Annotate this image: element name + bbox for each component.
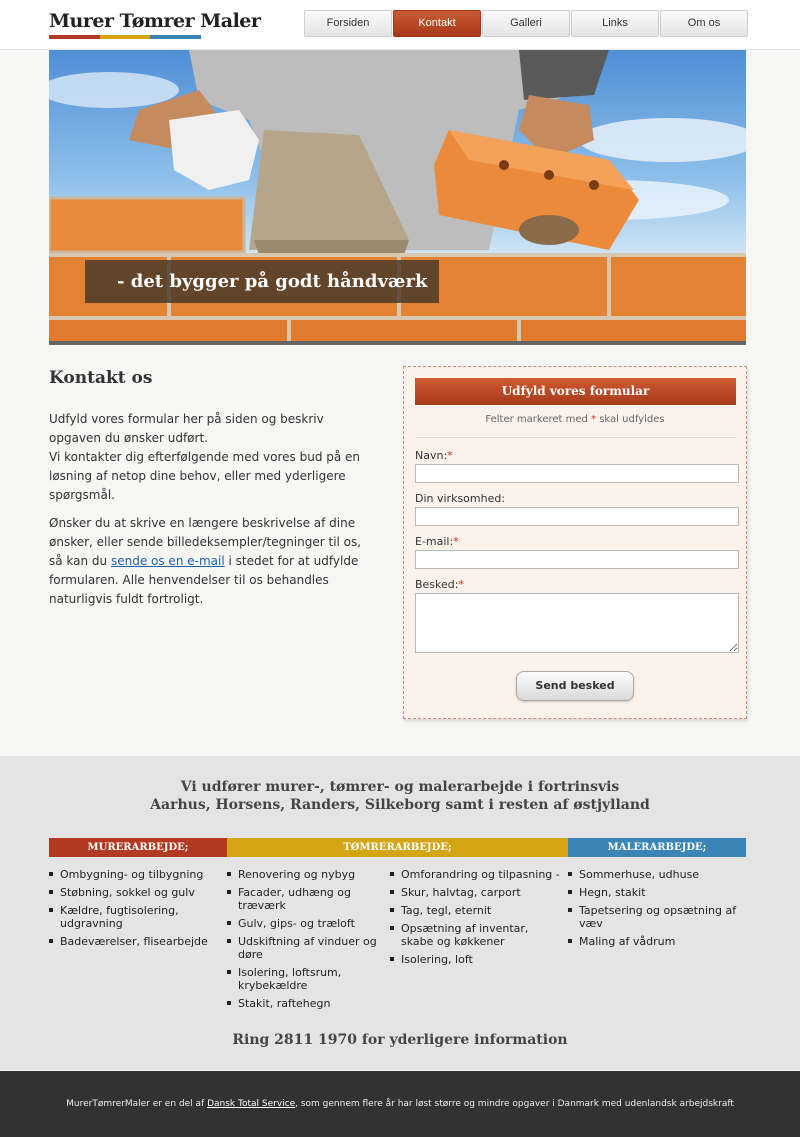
hero-banner	[49, 50, 746, 345]
intro-line-2: Vi kontakter dig efterfølgende med vores bud på en løsning af netop dine behov, eller med yderligere spørgsmål.	[49, 450, 361, 502]
murer-category-bar: MURERARBEJDE;	[49, 838, 227, 857]
tomrer-category-bar: TØMRERARBEJDE;	[227, 838, 568, 857]
murer-service-list	[49, 868, 219, 953]
intro-line-1: Udfyld vores formular her på siden og beskriv opgaven du ønsker udført.	[49, 412, 324, 445]
site-logo[interactable]	[49, 9, 261, 40]
required-note	[404, 414, 746, 425]
list-item: Renovering og nybyg	[227, 868, 377, 881]
name-required-star: *	[447, 449, 453, 462]
list-item: Udskiftning af vinduer og døre	[227, 935, 377, 961]
form-heading: Udfyld vores formular	[415, 378, 736, 405]
nav-forsiden[interactable]: Forsiden	[304, 10, 392, 37]
message-label-text: Besked:	[415, 578, 459, 591]
contact-form	[403, 366, 747, 719]
list-item: Skur, halvtag, carport	[390, 886, 562, 899]
email-input[interactable]	[415, 550, 739, 569]
list-item: Sommerhuse, udhuse	[568, 868, 738, 881]
intro-paragraph	[49, 410, 374, 505]
list-item: Maling af vådrum	[568, 935, 738, 948]
list-item: Ombygning- og tilbygning	[49, 868, 219, 881]
footer-text-before: MurerTømrerMaler er en del af	[66, 1099, 208, 1109]
required-note-before: Felter markeret med	[485, 414, 592, 425]
footer-link[interactable]: Dansk Total Service	[207, 1099, 296, 1109]
email-required-star: *	[453, 535, 459, 548]
company-input[interactable]	[415, 507, 739, 526]
list-item: Kældre, fugtisolering, udgravning	[49, 904, 219, 930]
list-item: Facader, udhæng og træværk	[227, 886, 377, 912]
page-title: Kontakt os	[49, 368, 153, 388]
nav-om-os[interactable]: Om os	[660, 10, 748, 37]
list-item: Opsætning af inventar, skabe og køkkener	[390, 922, 562, 948]
message-required-star: *	[458, 578, 464, 591]
hero-tagline: - det bygger på godt håndværk	[85, 260, 439, 303]
email-text-before: Ønsker du at skrive en længere beskrivelse af dine ønsker, eller sende billedeksempler/tegninger til os, så kan du	[49, 516, 362, 568]
required-star: *	[591, 414, 597, 425]
list-item: Tag, tegl, eternit	[390, 904, 562, 917]
form-divider	[415, 437, 736, 438]
nav-galleri[interactable]: Galleri	[482, 10, 570, 37]
send-button[interactable]: Send besked	[516, 671, 634, 701]
list-item: Isolering, loft	[390, 953, 562, 966]
site-footer	[0, 1071, 800, 1137]
list-item: Gulv, gips- og træloft	[227, 917, 377, 930]
list-item: Omforandring og tilpasning -	[390, 868, 562, 881]
logo-color-bars	[49, 35, 201, 39]
company-label-text: Din virksomhed:	[415, 492, 506, 505]
list-item: Tapetsering og opsætning af væv	[568, 904, 738, 930]
contact-intro	[49, 368, 374, 618]
nav-links[interactable]: Links	[571, 10, 659, 37]
maler-service-list	[568, 868, 738, 953]
site-header	[0, 0, 800, 50]
nav-kontakt[interactable]: Kontakt	[393, 10, 481, 37]
list-item: Stakit, raftehegn	[227, 997, 377, 1010]
tomrer-service-list-2	[390, 868, 562, 971]
email-link[interactable]: sende os en e-mail	[110, 554, 225, 568]
logo-text: Murer Tømrer Maler	[49, 10, 261, 32]
company-label	[415, 492, 505, 505]
email-label-text: E-mail:	[415, 535, 454, 548]
name-input[interactable]	[415, 464, 739, 483]
name-label-text: Navn:	[415, 449, 448, 462]
message-textarea[interactable]	[415, 593, 739, 653]
call-to-action: Ring 2811 1970 for yderligere information	[232, 1032, 568, 1048]
list-item: Isolering, loftsrum, krybekældre	[227, 966, 377, 992]
list-item: Støbning, sokkel og gulv	[49, 886, 219, 899]
maler-category-bar: MALERARBEJDE;	[568, 838, 746, 857]
email-paragraph	[49, 514, 374, 609]
email-label	[415, 535, 459, 548]
email-text-after: i stedet for at udfylde formularen. Alle henvendelser til os behandles naturligvis fuldt fortroligt.	[49, 554, 359, 606]
services-heading	[0, 778, 800, 814]
main-nav	[304, 10, 749, 37]
name-label	[415, 449, 453, 462]
list-item: Badeværelser, flisearbejde	[49, 935, 219, 948]
required-note-after: skal udfyldes	[596, 414, 665, 425]
message-label	[415, 578, 464, 591]
services-heading-line-2: Aarhus, Horsens, Randers, Silkeborg samt i resten af østjylland	[150, 797, 650, 813]
tomrer-service-list-1	[227, 868, 377, 1015]
list-item: Hegn, stakit	[568, 886, 738, 899]
services-heading-line-1: Vi udfører murer-, tømrer- og malerarbejde i fortrinsvis	[180, 779, 620, 795]
services-section	[0, 756, 800, 1070]
footer-text-after: , som gennem flere år har løst større og mindre opgaver i Danmark med udenlandsk arbejdskraft	[295, 1099, 734, 1109]
